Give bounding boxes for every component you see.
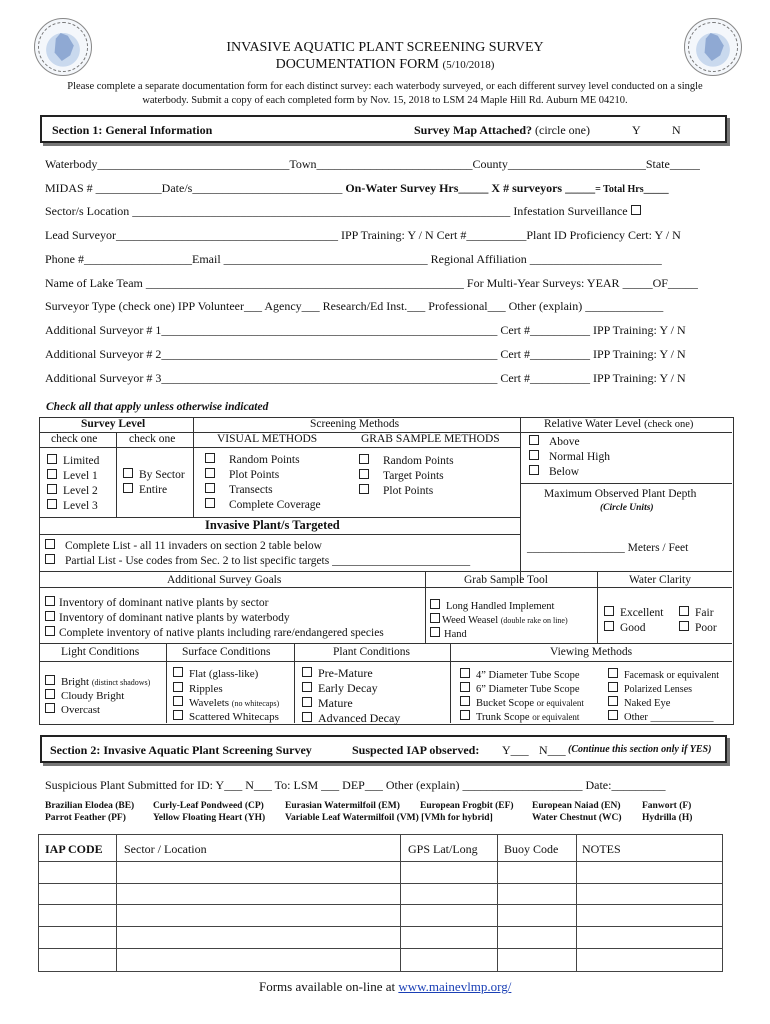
level-limited[interactable]: Limited [47, 454, 99, 467]
plant-early-decay[interactable]: Early Decay [302, 681, 378, 696]
survey-grid [39, 417, 734, 725]
form-title: INVASIVE AQUATIC PLANT SCREENING SURVEY [226, 40, 544, 55]
complete-list-option[interactable]: Complete List - all 11 invaders on section 2 table below [45, 539, 322, 552]
continue-note: (Continue this section only if YES) [568, 744, 712, 755]
light-overcast[interactable]: Overcast [45, 703, 100, 716]
surface-ripples[interactable]: Ripples [173, 682, 223, 695]
suspected-yes[interactable]: Y___ [502, 743, 529, 757]
level-3[interactable]: Level 3 [47, 499, 98, 512]
col-iap-code: IAP CODE [45, 842, 103, 856]
additional-goals-header: Additional Survey Goals [167, 574, 282, 586]
iap-table [38, 834, 723, 972]
grab-tool-header: Grab Sample Tool [464, 574, 548, 586]
clarity-excellent[interactable]: Excellent [604, 606, 663, 619]
suspected-no[interactable]: N___ [539, 743, 566, 757]
infestation-label: Infestation Surveillance [513, 204, 628, 218]
view-other[interactable]: Other ____________ [608, 710, 714, 723]
water-clarity-header: Water Clarity [629, 574, 691, 586]
water-normal-high[interactable]: Normal High [529, 450, 610, 463]
col-notes: NOTES [582, 842, 621, 856]
footer [259, 979, 511, 995]
section2-header [40, 735, 727, 763]
additional-surveyor-2[interactable]: Additional Surveyor # 2________________________________________________________ Cert #__________ IPP Training: Y / N [45, 347, 686, 361]
waterbody-line[interactable]: Waterbody________________________________Town__________________________County_______________________State_____ [45, 157, 700, 171]
phone-line[interactable]: Phone #__________________Email __________________________________ Regional Affiliation ______________________ [45, 252, 662, 266]
surface-flat[interactable]: Flat (glass-like) [173, 667, 258, 680]
plant-conditions-header: Plant Conditions [333, 646, 410, 658]
check-one-a: check one [51, 433, 98, 445]
surface-conditions-header: Surface Conditions [182, 646, 271, 658]
view-polarized[interactable]: Polarized Lenses [608, 682, 692, 695]
clarity-poor[interactable]: Poor [679, 621, 717, 634]
plant-pre-mature[interactable]: Pre-Mature [302, 666, 373, 681]
grab-target-points[interactable]: Target Points [359, 469, 444, 482]
light-conditions-header: Light Conditions [61, 646, 140, 658]
submitted-line[interactable]: Suspicious Plant Submitted for ID: Y___ N___ To: LSM ___ DEP___ Other (explain) ____________________ Date:_________ [45, 778, 666, 792]
visual-plot-points[interactable]: Plot Points [205, 468, 279, 481]
view-facemask[interactable]: Facemask or equivalent [608, 668, 719, 681]
plant-mature[interactable]: Mature [302, 696, 353, 711]
by-sector-option[interactable]: By Sector [123, 468, 185, 481]
check-all-note: Check all that apply unless otherwise indicated [46, 401, 269, 413]
map-yes[interactable]: Y [632, 123, 641, 137]
goal-complete-inventory[interactable]: Complete inventory of native plants including rare/endangered species [45, 626, 384, 639]
tool-long-handled[interactable]: Long Handled Implement [430, 599, 554, 612]
survey-map-label: Survey Map Attached? (circle one) [414, 123, 590, 137]
infestation-checkbox[interactable] [631, 205, 641, 215]
instructions-line-1: Please complete a separate documentation form for each distinct survey: each waterbody surveyed, or each different survey level conducted on a single [67, 81, 703, 92]
level-1[interactable]: Level 1 [47, 469, 98, 482]
visual-complete-coverage[interactable]: Complete Coverage [205, 498, 321, 511]
screening-methods-header: Screening Methods [310, 418, 400, 430]
tool-hand[interactable]: Hand [430, 627, 467, 640]
view-4in-tube[interactable]: 4” Diameter Tube Scope [460, 668, 580, 681]
light-cloudy-bright[interactable]: Cloudy Bright [45, 689, 124, 702]
view-naked-eye[interactable]: Naked Eye [608, 696, 670, 709]
lead-surveyor-line[interactable]: Lead Surveyor_____________________________________ IPP Training: Y / N Cert #__________Plant ID Proficiency Cert: Y / N [45, 228, 681, 242]
additional-surveyor-1[interactable]: Additional Surveyor # 1________________________________________________________ Cert #__________ IPP Training: Y / N [45, 323, 686, 337]
water-above[interactable]: Above [529, 435, 580, 448]
instructions-line-2: waterbody. Submit a copy of each completed form by Nov. 15, 2018 to LSM 24 Maple Hill Rd. Auburn ME 04210. [142, 95, 628, 106]
surveyor-type-line[interactable]: Surveyor Type (check one) IPP Volunteer___ Agency___ Research/Ed Inst.___ Professional___ Other (explain) _____________ [45, 299, 664, 313]
relative-water-header: Relative Water Level (check one) [544, 418, 694, 430]
col-sector-location: Sector / Location [124, 842, 207, 856]
view-bucket-scope[interactable]: Bucket Scope or equivalent [460, 696, 584, 709]
view-6in-tube[interactable]: 6” Diameter Tube Scope [460, 682, 580, 695]
invasive-targeted-header: Invasive Plant/s Targeted [205, 518, 340, 532]
clarity-good[interactable]: Good [604, 621, 646, 634]
col-gps: GPS Lat/Long [408, 842, 478, 856]
viewing-methods-header: Viewing Methods [550, 646, 633, 658]
light-bright[interactable]: Bright (distinct shadows) [45, 675, 150, 688]
circle-units-note: (Circle Units) [600, 503, 654, 513]
section1-header [40, 115, 727, 143]
map-no[interactable]: N [672, 123, 681, 137]
visual-random-points[interactable]: Random Points [205, 453, 300, 466]
water-below[interactable]: Below [529, 465, 579, 478]
goal-sector[interactable]: Inventory of dominant native plants by sector [45, 596, 269, 609]
codes-row-1: Brazilian Elodea (BE) Curly-Leaf Pondweed (CP) Eurasian Watermilfoil (EM) European Frogbit (EF) European Naiad (EN) Fanwort (F) [45, 801, 692, 811]
view-trunk-scope[interactable]: Trunk Scope or equivalent [460, 710, 579, 723]
grab-plot-points[interactable]: Plot Points [359, 484, 433, 497]
form-subtitle: DOCUMENTATION FORM (5/10/2018) [275, 57, 495, 72]
grab-random-points[interactable]: Random Points [359, 454, 454, 467]
additional-surveyor-3[interactable]: Additional Surveyor # 3________________________________________________________ Cert #__________ IPP Training: Y / N [45, 371, 686, 385]
check-one-b: check one [129, 433, 176, 445]
entire-option[interactable]: Entire [123, 483, 167, 496]
plant-advanced-decay[interactable]: Advanced Decay [302, 711, 400, 726]
section2-title: Section 2: Invasive Aquatic Plant Screening Survey [50, 743, 312, 757]
visual-methods-header: VISUAL METHODS [217, 433, 318, 445]
sector-line[interactable]: Sector/s Location _______________________________________________________________ Infestation Surveillance [45, 204, 647, 219]
codes-row-2: Parrot Feather (PF) Yellow Floating Heart (YH) Variable Leaf Watermilfoil (VM) [VMh for hybrid] Water Chestnut (WC) Hydrilla (H) [45, 813, 693, 823]
goal-waterbody[interactable]: Inventory of dominant native plants by waterbody [45, 611, 290, 624]
midas-line[interactable]: MIDAS # ___________Date/s_________________________ On-Water Survey Hrs_____ X # surveyors _____= Total Hrs_____ [45, 181, 669, 195]
survey-level-header: Survey Level [81, 418, 146, 430]
max-depth-header: Maximum Observed Plant Depth [544, 488, 697, 500]
surface-wavelets[interactable]: Wavelets (no whitecaps) [173, 696, 279, 709]
partial-list-option[interactable]: Partial List - Use codes from Sec. 2 to list specific targets ________________________ [45, 554, 470, 567]
level-2[interactable]: Level 2 [47, 484, 98, 497]
surface-whitecaps[interactable]: Scattered Whitecaps [173, 710, 279, 723]
clarity-fair[interactable]: Fair [679, 606, 714, 619]
section1-title: Section 1: General Information [52, 123, 213, 137]
footer-text: Forms available on-line at [259, 979, 396, 994]
visual-transects[interactable]: Transects [205, 483, 273, 496]
footer-link[interactable]: www.mainevlmp.org/ [398, 979, 512, 994]
suspected-iap-label: Suspected IAP observed: [352, 743, 480, 757]
form-date: (5/10/2018) [442, 59, 495, 71]
col-buoy-code: Buoy Code [504, 842, 559, 856]
tool-weed-weasel[interactable]: Weed Weasel (double rake on line) [430, 613, 568, 626]
grab-methods-header: GRAB SAMPLE METHODS [361, 433, 500, 445]
depth-entry[interactable]: _________________ Meters / Feet [527, 542, 689, 554]
lake-team-line[interactable]: Name of Lake Team _____________________________________________________ For Multi-Year Surveys: YEAR _____OF_____ [45, 276, 698, 290]
